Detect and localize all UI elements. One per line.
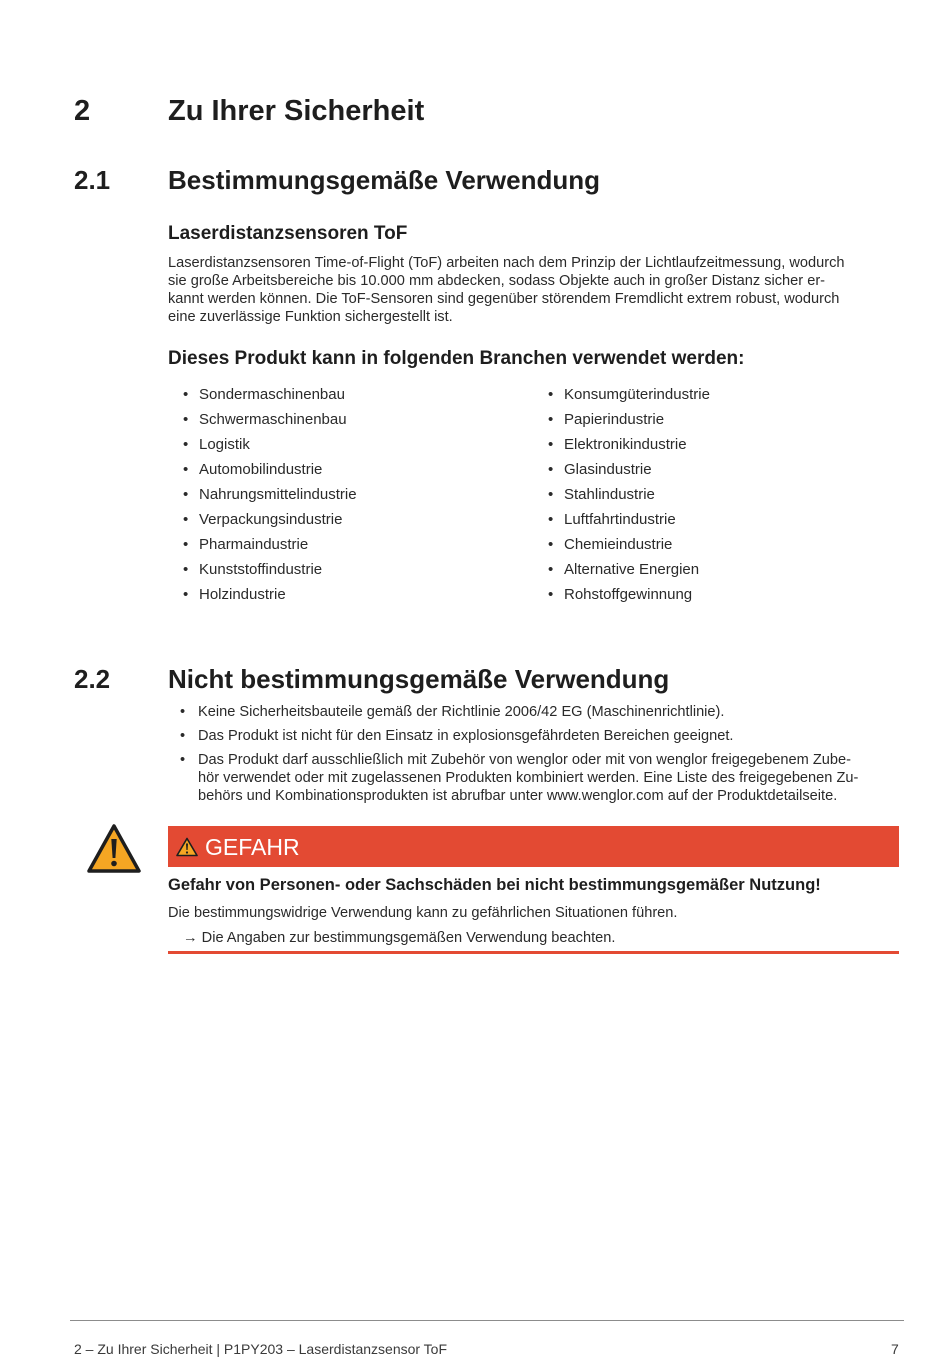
list-item: • Alternative Energien bbox=[548, 557, 888, 582]
list-item bbox=[180, 727, 900, 745]
section-title: Zu Ihrer Sicherheit bbox=[168, 95, 425, 127]
list-item: • Holzindustrie bbox=[183, 582, 523, 607]
list-item-text: • Keine Sicherheitsbauteile gemäß der Richtlinie 2006/42 EG (Maschinenrichtlinie). bbox=[198, 704, 725, 720]
list-item: • Stahlindustrie bbox=[548, 482, 888, 507]
list-item: • Elektronikindustrie bbox=[548, 432, 888, 457]
footer-text: 2 – Zu Ihrer Sicherheit | P1PY203 – Laserdistanzsensor ToF bbox=[74, 1341, 448, 1357]
subsection-2-2-title: Nicht bestimmungsgemäße Verwendung bbox=[168, 664, 670, 694]
hazard-action-text: Die Angaben zur bestimmungsgemäßen Verwendung beachten. bbox=[201, 930, 616, 946]
list-item: • Sondermaschinenbau bbox=[183, 382, 523, 407]
subsection-2-1-number: 2.1 bbox=[74, 165, 111, 195]
industries-heading: Dieses Produkt kann in folgenden Branchen verwendet werden: bbox=[168, 348, 745, 369]
section-number: 2 bbox=[74, 95, 91, 127]
list-item: • Konsumgüterindustrie bbox=[548, 382, 888, 407]
danger-bottom-rule bbox=[168, 951, 899, 954]
list-item bbox=[180, 703, 900, 721]
paragraph-line: Laserdistanzsensoren Time-of-Flight (ToF) arbeiten nach dem Prinzip der Lichtlaufzeitmessung, wodurch bbox=[168, 255, 845, 271]
subsection-2-1-title: Bestimmungsgemäße Verwendung bbox=[168, 165, 600, 195]
list-item bbox=[180, 751, 900, 805]
list-item: • Rohstoffgewinnung bbox=[548, 582, 888, 607]
list-item-text: • Das Produkt darf ausschließlich mit Zubehör von wenglor oder mit von wenglor freigegebenem Zube- bbox=[198, 752, 851, 768]
footer-divider bbox=[70, 1320, 904, 1321]
list-item-text: • Das Produkt ist nicht für den Einsatz in explosionsgefährdeten Bereichen geeignet. bbox=[198, 728, 734, 744]
paragraph-line: eine zuverlässige Funktion sichergestellt ist. bbox=[168, 309, 453, 325]
list-item-text: hör verwendet oder mit zugelassenen Produkten kombiniert werden. Eine Liste des freigegebenen Zu- bbox=[198, 770, 859, 786]
product-subheading: Laserdistanzsensoren ToF bbox=[168, 223, 408, 244]
misuse-list bbox=[180, 703, 900, 811]
industries-list-left bbox=[183, 382, 523, 607]
danger-label: GEFAHR bbox=[205, 834, 300, 860]
hazard-action bbox=[183, 929, 615, 947]
list-item: • Luftfahrtindustrie bbox=[548, 507, 888, 532]
arrow-right-icon: → bbox=[183, 930, 198, 946]
list-item: • Logistik bbox=[183, 432, 523, 457]
paragraph-line: sie große Arbeitsbereiche bis 10.000 mm abdecken, sodass Objekte auch in großer Distanz sicher er- bbox=[168, 273, 826, 289]
product-description bbox=[168, 254, 898, 326]
industries-list-right bbox=[548, 382, 888, 607]
list-item: • Pharmaindustrie bbox=[183, 532, 523, 557]
paragraph-line: kannt werden können. Die ToF-Sensoren sind gegenüber störendem Fremdlicht extrem robust, wodurch bbox=[168, 291, 840, 307]
danger-banner bbox=[168, 826, 899, 867]
page-number: 7 bbox=[891, 1341, 899, 1357]
warning-triangle-icon bbox=[176, 836, 198, 856]
list-item: • Verpackungsindustrie bbox=[183, 507, 523, 532]
list-item-text: behörs und Kombinationsprodukten ist abrufbar unter www.wenglor.com auf der Produktdetailseite. bbox=[198, 788, 838, 804]
list-item: • Schwermaschinenbau bbox=[183, 407, 523, 432]
list-item: • Kunststoffindustrie bbox=[183, 557, 523, 582]
list-item: • Glasindustrie bbox=[548, 457, 888, 482]
list-item: • Automobilindustrie bbox=[183, 457, 523, 482]
list-item: • Nahrungsmittelindustrie bbox=[183, 482, 523, 507]
warning-sign-icon bbox=[86, 823, 142, 875]
hazard-consequence: Die bestimmungswidrige Verwendung kann zu gefährlichen Situationen führen. bbox=[168, 905, 678, 921]
subsection-2-2-number: 2.2 bbox=[74, 664, 111, 694]
list-item: • Chemieindustrie bbox=[548, 532, 888, 557]
list-item: • Papierindustrie bbox=[548, 407, 888, 432]
hazard-title: Gefahr von Personen- oder Sachschäden bei nicht bestimmungsgemäßer Nutzung! bbox=[168, 876, 821, 894]
